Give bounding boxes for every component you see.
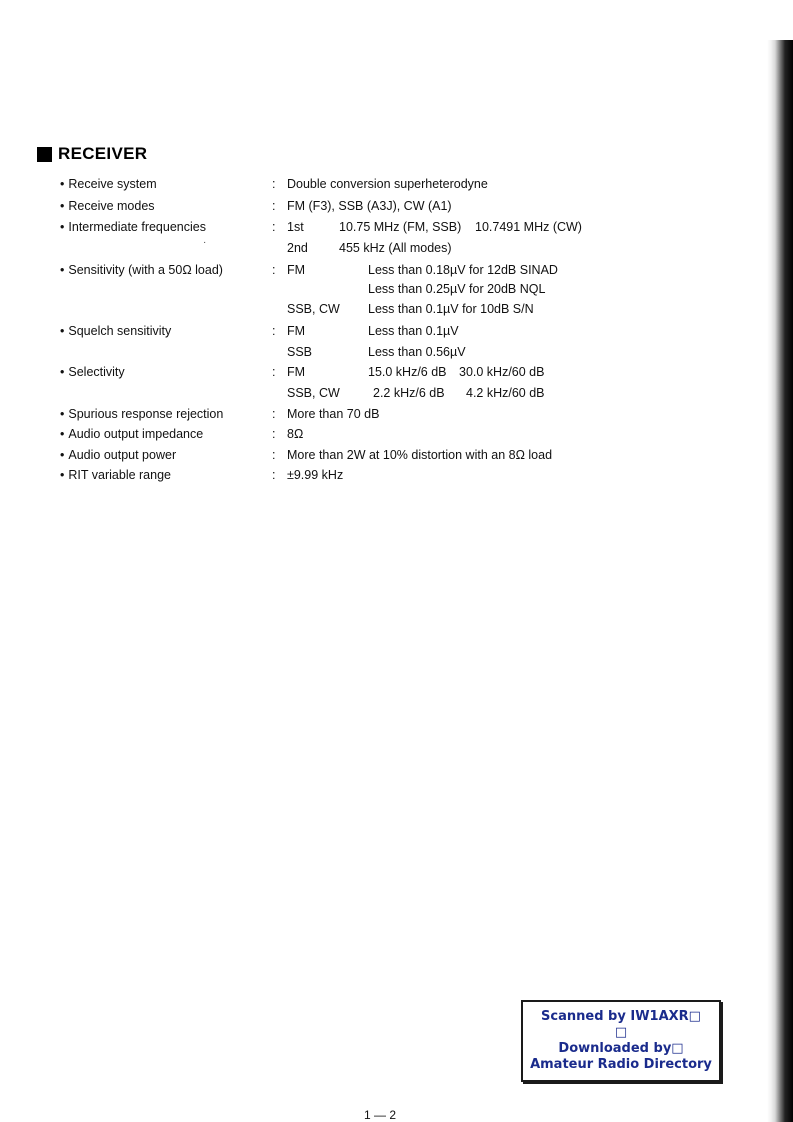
spec-label-spurious: • Spurious response rejection [60,406,223,422]
spec-label-audio-power: • Audio output power [60,447,176,463]
spec-value-audio-impedance: 8Ω [287,427,304,441]
colon: : [272,324,276,338]
spec-label-squelch: • Squelch sensitivity [60,323,171,339]
if-second-stage: 2nd [287,241,308,255]
spec-label-audio-impedance: • Audio output impedance [60,426,203,442]
selectivity-fm-mode: FM [287,365,306,379]
sensitivity-ssb-value: Less than 0.1µV for 10dB S/N [368,302,534,316]
stamp-line-box: □ [614,1025,628,1040]
if-first-stage: 1st [287,220,304,234]
spec-label-rit: • RIT variable range [60,467,171,483]
spec-value-spurious: More than 70 dB [287,407,380,421]
sensitivity-fm-nql: Less than 0.25µV for 20dB NQL [368,282,546,296]
selectivity-ssb-mode: SSB, CW [287,386,340,400]
if-first-freq-cw: 10.7491 MHz (CW) [475,220,582,234]
colon: : [272,220,276,234]
spec-label-selectivity: • Selectivity [60,364,125,380]
spec-value-receive-modes: FM (F3), SSB (A3J), CW (A1) [287,199,452,213]
squelch-ssb-mode: SSB [287,345,313,359]
spec-label-receive-modes: • Receive modes [60,198,155,214]
scan-edge-shadow [767,40,793,1122]
selectivity-ssb-6db: 2.2 kHz/6 dB [373,386,445,400]
colon: : [272,263,276,277]
colon: : [272,199,276,213]
colon: : [272,407,276,421]
squelch-ssb-value: Less than 0.56µV [368,345,466,359]
spec-label-intermediate-frequencies: • Intermediate frequencies [60,219,206,235]
spec-value-rit: ±9.99 kHz [287,468,344,482]
spec-label-sensitivity: • Sensitivity (with a 50Ω load) [60,262,223,278]
squelch-fm-mode: FM [287,324,306,338]
colon: : [272,177,276,191]
section-heading [37,144,147,164]
page-number: 1 — 2 [364,1108,397,1122]
spec-label-receive-system: • Receive system [60,176,157,192]
if-first-freq-fm-ssb: 10.75 MHz (FM, SSB) [339,220,462,234]
sensitivity-fm-sinad: Less than 0.18µV for 12dB SINAD [368,263,558,277]
selectivity-fm-6db: 15.0 kHz/6 dB [368,365,447,379]
stamp-line-scanned: Scanned by IW1AXR□ [541,1009,701,1024]
colon: : [272,427,276,441]
spec-value-audio-power: More than 2W at 10% distortion with an 8Ω load [287,448,553,462]
scan-speck: · [203,237,207,248]
squelch-fm-value: Less than 0.1µV [368,324,459,338]
selectivity-ssb-60db: 4.2 kHz/60 dB [466,386,545,400]
selectivity-fm-60db: 30.0 kHz/60 dB [459,365,545,379]
spec-value-receive-system: Double conversion superheterodyne [287,177,488,191]
colon: : [272,468,276,482]
section-title-text: RECEIVER [58,144,148,163]
heading-square-icon [37,147,52,162]
colon: : [272,365,276,379]
colon: : [272,448,276,462]
stamp-line-directory: Amateur Radio Directory [530,1057,712,1072]
sensitivity-ssb-mode: SSB, CW [287,302,340,316]
scan-credit-stamp [521,1000,721,1082]
sensitivity-fm-mode: FM [287,263,306,277]
if-second-freq: 455 kHz (All modes) [339,241,452,255]
stamp-line-downloaded: Downloaded by□ [558,1041,684,1056]
